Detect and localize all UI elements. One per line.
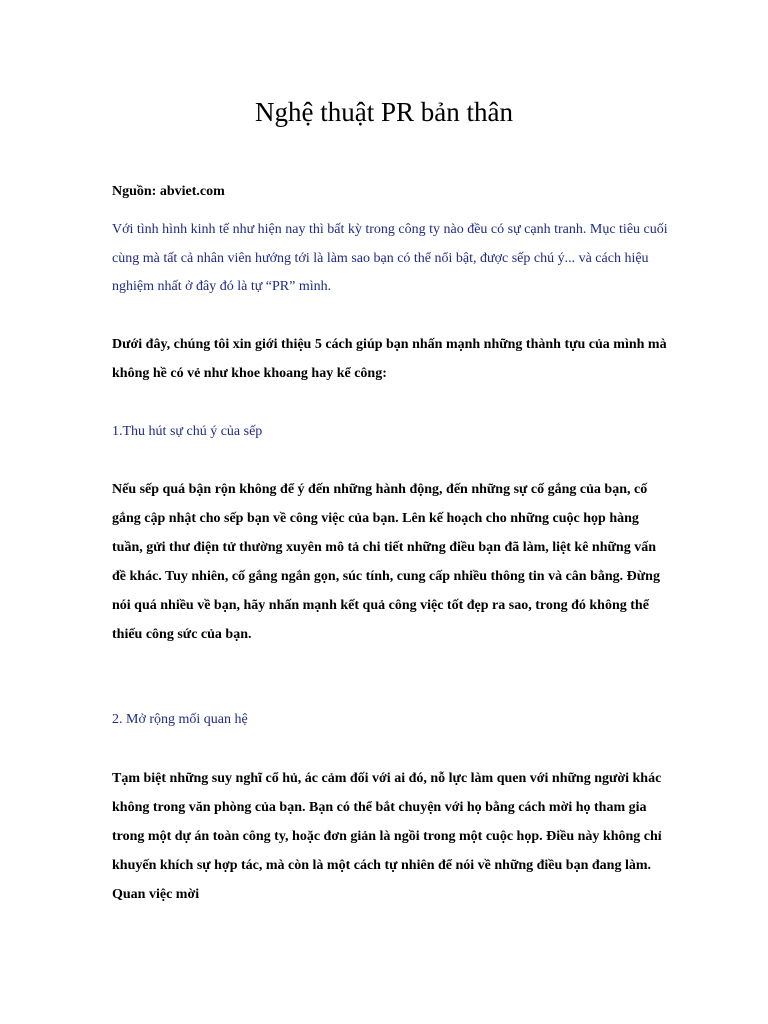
section-body-1: Nếu sếp quá bận rộn không để ý đến những hành động, đến những sự cố gắng của bạn, cố gắng cập nhật cho sếp bạn về công việc của bạn. Lên kế hoạch cho những cuộc họp hàng tuần, gửi thư điện tử thường xuyên mô tả chi tiết những điều bạn đã làm, liệt kê những vấn đề khác. Tuy nhiên, cố gắng ngắn gọn, súc tính, cung cấp nhiều thông tin và cân bằng. Đừng nói quá nhiều về bạn, hãy nhấn mạnh kết quả công việc tốt đẹp ra sao, trong đó không thể thiếu công sức của bạn.: [112, 482, 660, 642]
source-line: Nguồn: abviet.com: [112, 184, 225, 199]
lead-paragraph: Dưới đây, chúng tôi xin giới thiệu 5 cách giúp bạn nhấn mạnh những thành tựu của mình mà không hề có vẻ như khoe khoang hay kể công:: [112, 337, 667, 381]
intro-paragraph: Với tình hình kinh tế như hiện nay thì bất kỳ trong công ty nào đều có sự cạnh tranh. Mục tiêu cuối cùng mà tất cả nhân viên hướng tới là làm sao bạn có thể nổi bật, được sếp chú ý... và cách hiệu nghiệm nhất ở đây đó là tự “PR” mình.: [112, 222, 668, 294]
section-heading-2: 2. Mở rộng mối quan hệ: [112, 712, 248, 727]
section-heading-1: 1.Thu hút sự chú ý của sếp: [112, 424, 263, 439]
document-title: Nghệ thuật PR bản thân: [255, 97, 513, 127]
section-body-2: Tạm biệt những suy nghĩ cổ hủ, ác cảm đối với ai đó, nỗ lực làm quen với những người khác không trong văn phòng của bạn. Bạn có thể bắt chuyện với họ bằng cách mời họ tham gia trong một dự án toàn công ty, hoặc đơn giản là ngồi trong một cuộc họp. Điều này không chỉ khuyến khích sự hợp tác, mà còn là một cách tự nhiên để nói về những điều bạn đang làm. Quan việc mời: [112, 771, 662, 902]
